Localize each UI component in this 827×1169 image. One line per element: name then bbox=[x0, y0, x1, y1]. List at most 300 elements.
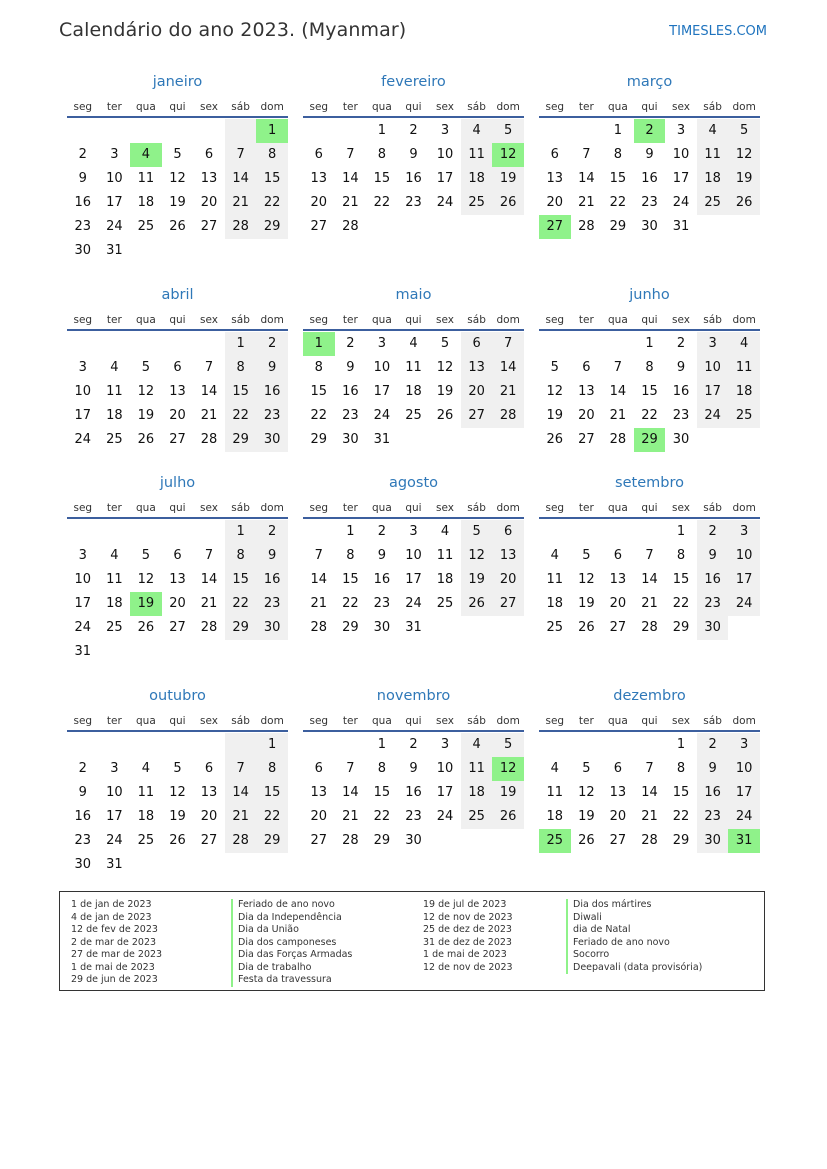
day-cell: 14 bbox=[200, 572, 218, 587]
empty-cell bbox=[130, 332, 162, 356]
month-1 bbox=[303, 73, 524, 239]
day-cell: 29 bbox=[225, 428, 257, 452]
day-cell: 10 bbox=[74, 572, 92, 587]
weekday-header bbox=[67, 499, 288, 517]
weekday-label: qui bbox=[169, 101, 186, 113]
weekday-label: seg bbox=[545, 502, 565, 514]
day-cell: 2 bbox=[256, 332, 288, 356]
day-cell: 27 bbox=[169, 620, 186, 635]
day-cell: 2 bbox=[78, 761, 87, 776]
day-cell: 17 bbox=[74, 596, 92, 611]
legend-holiday-name: Dia das Forças Armadas bbox=[231, 949, 352, 962]
day-grid bbox=[67, 331, 288, 452]
day-cell: 14 bbox=[641, 785, 658, 800]
day-cell: 4 bbox=[461, 119, 493, 143]
day-cell: 16 bbox=[256, 380, 288, 404]
day-cell: 13 bbox=[609, 785, 627, 800]
legend-date: 1 de jan de 2023 bbox=[71, 899, 152, 910]
day-cell: 25 bbox=[461, 191, 493, 215]
day-cell: 15 bbox=[256, 167, 288, 191]
day-cell: 8 bbox=[613, 147, 623, 162]
weekday-label: sáb bbox=[467, 715, 486, 727]
day-cell: 4 bbox=[461, 733, 493, 757]
day-cell: 30 bbox=[74, 243, 92, 258]
day-cell: 18 bbox=[461, 781, 493, 805]
legend-date: 2 de mar de 2023 bbox=[71, 936, 157, 948]
day-cell: 18 bbox=[546, 596, 564, 611]
day-cell: 14 bbox=[200, 384, 218, 399]
day-cell: 15 bbox=[672, 572, 690, 587]
day-cell: 9 bbox=[256, 544, 288, 568]
day-cell: 23 bbox=[405, 195, 422, 210]
legend-holiday-name: dia de Natal bbox=[566, 924, 702, 937]
day-cell: 6 bbox=[314, 147, 323, 162]
weekday-label: ter bbox=[578, 314, 594, 326]
day-cell: 1 bbox=[377, 737, 387, 752]
day-cell: 9 bbox=[697, 544, 729, 568]
day-cell: 21 bbox=[641, 809, 658, 824]
day-cell: 2 bbox=[409, 123, 418, 138]
day-cell: 4 bbox=[141, 761, 151, 776]
day-cell: 18 bbox=[137, 809, 155, 824]
empty-cell bbox=[335, 119, 367, 143]
day-cell: 18 bbox=[728, 380, 760, 404]
weekday-label: qua bbox=[608, 715, 628, 727]
weekday-label: ter bbox=[342, 715, 358, 727]
weekday-label: dom bbox=[496, 314, 520, 326]
day-cell: 24 bbox=[106, 833, 123, 848]
weekday-header bbox=[303, 98, 524, 116]
day-cell: 8 bbox=[676, 548, 686, 563]
legend-holiday-name: Dia da Independência bbox=[231, 912, 352, 925]
empty-cell bbox=[67, 520, 99, 544]
day-cell: 26 bbox=[492, 805, 524, 829]
empty-cell bbox=[571, 733, 603, 757]
legend-names-left bbox=[231, 899, 352, 987]
day-cell: 20 bbox=[492, 568, 524, 592]
weekday-label: dom bbox=[732, 101, 756, 113]
holiday-day: 12 bbox=[492, 143, 524, 167]
weekday-label: dom bbox=[260, 101, 284, 113]
day-cell: 12 bbox=[169, 785, 186, 800]
weekday-label: sex bbox=[436, 715, 455, 727]
day-cell: 5 bbox=[173, 147, 182, 162]
day-cell: 24 bbox=[405, 596, 422, 611]
day-cell: 22 bbox=[373, 809, 391, 824]
day-cell: 8 bbox=[377, 147, 387, 162]
day-cell: 16 bbox=[405, 171, 422, 186]
day-cell: 4 bbox=[550, 761, 559, 776]
weekday-label: sex bbox=[200, 101, 219, 113]
month-10 bbox=[303, 687, 524, 853]
day-cell: 26 bbox=[137, 620, 155, 635]
weekday-label: qui bbox=[641, 502, 658, 514]
day-cell: 24 bbox=[74, 432, 92, 447]
day-cell: 5 bbox=[141, 360, 151, 375]
day-cell: 22 bbox=[225, 592, 257, 616]
day-cell: 30 bbox=[641, 219, 658, 234]
legend-date: 1 de mai de 2023 bbox=[71, 961, 155, 973]
day-cell: 3 bbox=[728, 733, 760, 757]
holiday-legend bbox=[59, 891, 765, 991]
weekday-label: seg bbox=[545, 101, 565, 113]
day-cell: 19 bbox=[578, 809, 595, 824]
empty-cell bbox=[634, 733, 666, 757]
day-cell: 13 bbox=[578, 384, 595, 399]
day-cell: 2 bbox=[377, 524, 387, 539]
day-cell: 1 bbox=[645, 336, 654, 351]
day-cell: 7 bbox=[314, 548, 323, 563]
weekday-label: sex bbox=[672, 502, 691, 514]
day-cell: 11 bbox=[436, 548, 454, 563]
holiday-day: 27 bbox=[539, 215, 571, 239]
weekday-label: sex bbox=[436, 314, 455, 326]
weekday-label: dom bbox=[732, 502, 756, 514]
day-cell: 16 bbox=[256, 568, 288, 592]
day-cell: 11 bbox=[106, 384, 123, 399]
day-cell: 5 bbox=[582, 548, 591, 563]
day-cell: 1 bbox=[225, 520, 257, 544]
day-cell: 3 bbox=[110, 147, 119, 162]
weekday-label: qui bbox=[169, 715, 186, 727]
holiday-day: 1 bbox=[256, 119, 288, 143]
empty-cell bbox=[571, 332, 603, 356]
day-cell: 21 bbox=[310, 596, 328, 611]
day-cell: 16 bbox=[672, 384, 690, 399]
weekday-label: qua bbox=[608, 101, 628, 113]
day-cell: 12 bbox=[578, 785, 595, 800]
weekday-label: sex bbox=[672, 715, 691, 727]
empty-cell bbox=[67, 119, 99, 143]
empty-cell bbox=[193, 520, 225, 544]
day-cell: 15 bbox=[225, 568, 257, 592]
day-cell: 3 bbox=[676, 123, 686, 138]
day-cell: 2 bbox=[78, 147, 87, 162]
legend-holiday-name: Dia da União bbox=[231, 924, 352, 937]
day-cell: 28 bbox=[200, 620, 218, 635]
day-cell: 13 bbox=[200, 785, 218, 800]
day-cell: 6 bbox=[582, 360, 591, 375]
day-cell: 9 bbox=[409, 147, 418, 162]
weekday-label: dom bbox=[260, 715, 284, 727]
empty-cell bbox=[225, 119, 257, 143]
weekday-label: sáb bbox=[703, 502, 722, 514]
day-cell: 14 bbox=[609, 384, 627, 399]
day-grid bbox=[303, 519, 524, 640]
day-cell: 20 bbox=[609, 809, 627, 824]
day-cell: 4 bbox=[550, 548, 559, 563]
day-cell: 15 bbox=[672, 785, 690, 800]
legend-date: 4 de jan de 2023 bbox=[71, 911, 152, 923]
day-cell: 28 bbox=[492, 404, 524, 428]
day-cell: 10 bbox=[436, 147, 454, 162]
weekday-label: qui bbox=[405, 101, 422, 113]
day-cell: 16 bbox=[74, 195, 92, 210]
weekday-label: qui bbox=[405, 502, 422, 514]
day-cell: 21 bbox=[641, 596, 658, 611]
day-cell: 28 bbox=[609, 432, 627, 447]
day-cell: 7 bbox=[492, 332, 524, 356]
day-cell: 13 bbox=[546, 171, 564, 186]
day-cell: 25 bbox=[728, 404, 760, 428]
day-cell: 25 bbox=[137, 833, 155, 848]
weekday-label: sáb bbox=[467, 101, 486, 113]
day-cell: 7 bbox=[582, 147, 591, 162]
weekday-label: dom bbox=[732, 715, 756, 727]
empty-cell bbox=[162, 520, 194, 544]
legend-names-right bbox=[566, 899, 702, 974]
empty-cell bbox=[130, 119, 162, 143]
day-cell: 22 bbox=[342, 596, 359, 611]
weekday-label: ter bbox=[342, 314, 358, 326]
weekday-header bbox=[539, 712, 760, 730]
day-cell: 3 bbox=[697, 332, 729, 356]
day-cell: 22 bbox=[225, 404, 257, 428]
brand-link[interactable]: TIMESLES.COM bbox=[669, 24, 767, 39]
day-cell: 22 bbox=[310, 408, 328, 423]
day-cell: 10 bbox=[728, 544, 760, 568]
weekday-label: seg bbox=[73, 101, 93, 113]
day-cell: 27 bbox=[200, 833, 218, 848]
day-cell: 31 bbox=[106, 243, 123, 258]
day-cell: 24 bbox=[373, 408, 391, 423]
day-cell: 12 bbox=[137, 572, 155, 587]
empty-cell bbox=[303, 520, 335, 544]
day-cell: 23 bbox=[373, 596, 391, 611]
day-cell: 30 bbox=[373, 620, 391, 635]
day-cell: 20 bbox=[169, 596, 186, 611]
day-cell: 21 bbox=[342, 195, 359, 210]
day-cell: 11 bbox=[546, 572, 564, 587]
day-cell: 6 bbox=[550, 147, 559, 162]
day-cell: 15 bbox=[373, 171, 391, 186]
day-cell: 10 bbox=[697, 356, 729, 380]
weekday-label: qui bbox=[641, 314, 658, 326]
day-cell: 8 bbox=[225, 356, 257, 380]
month-name: setembro bbox=[615, 475, 684, 491]
day-cell: 18 bbox=[137, 195, 155, 210]
day-cell: 19 bbox=[546, 408, 564, 423]
day-cell: 8 bbox=[346, 548, 355, 563]
day-cell: 18 bbox=[106, 596, 123, 611]
legend-dates-left bbox=[71, 899, 162, 987]
day-cell: 21 bbox=[342, 809, 359, 824]
day-grid bbox=[303, 331, 524, 452]
empty-cell bbox=[130, 520, 162, 544]
legend-holiday-name: Dia de trabalho bbox=[231, 962, 352, 975]
day-cell: 6 bbox=[461, 332, 493, 356]
day-grid bbox=[539, 732, 760, 853]
day-cell: 8 bbox=[645, 360, 654, 375]
weekday-label: qua bbox=[372, 101, 392, 113]
day-cell: 17 bbox=[436, 785, 454, 800]
day-cell: 9 bbox=[676, 360, 686, 375]
legend-holiday-name: Dia dos mártires bbox=[566, 899, 702, 912]
day-cell: 7 bbox=[204, 360, 214, 375]
day-cell: 30 bbox=[405, 833, 422, 848]
day-cell: 31 bbox=[106, 857, 123, 872]
day-cell: 12 bbox=[137, 384, 155, 399]
day-cell: 5 bbox=[550, 360, 559, 375]
day-cell: 20 bbox=[546, 195, 564, 210]
day-cell: 1 bbox=[256, 733, 288, 757]
day-cell: 17 bbox=[74, 408, 92, 423]
weekday-header bbox=[539, 98, 760, 116]
month-name: maio bbox=[395, 287, 432, 303]
weekday-label: ter bbox=[578, 502, 594, 514]
empty-cell bbox=[539, 332, 571, 356]
weekday-label: qua bbox=[136, 314, 156, 326]
empty-cell bbox=[539, 520, 571, 544]
day-cell: 24 bbox=[74, 620, 92, 635]
empty-cell bbox=[225, 733, 257, 757]
day-cell: 28 bbox=[342, 833, 359, 848]
day-cell: 12 bbox=[546, 384, 564, 399]
day-cell: 30 bbox=[256, 428, 288, 452]
day-cell: 30 bbox=[256, 616, 288, 640]
weekday-label: sex bbox=[436, 502, 455, 514]
day-cell: 18 bbox=[106, 408, 123, 423]
day-cell: 6 bbox=[173, 360, 182, 375]
day-cell: 14 bbox=[492, 356, 524, 380]
day-cell: 15 bbox=[373, 785, 391, 800]
day-cell: 14 bbox=[578, 171, 595, 186]
day-cell: 13 bbox=[310, 785, 328, 800]
day-cell: 10 bbox=[672, 147, 690, 162]
day-cell: 23 bbox=[405, 809, 422, 824]
day-cell: 29 bbox=[310, 432, 328, 447]
legend-date: 19 de jul de 2023 bbox=[423, 899, 507, 910]
empty-cell bbox=[634, 520, 666, 544]
day-cell: 21 bbox=[609, 408, 627, 423]
day-cell: 22 bbox=[672, 596, 690, 611]
day-cell: 1 bbox=[225, 332, 257, 356]
day-cell: 6 bbox=[613, 761, 623, 776]
weekday-label: seg bbox=[545, 715, 565, 727]
day-cell: 10 bbox=[436, 761, 454, 776]
weekday-label: ter bbox=[578, 101, 594, 113]
day-cell: 15 bbox=[342, 572, 359, 587]
weekday-header bbox=[303, 712, 524, 730]
day-cell: 13 bbox=[609, 572, 627, 587]
day-cell: 29 bbox=[256, 215, 288, 239]
day-cell: 6 bbox=[492, 520, 524, 544]
day-cell: 9 bbox=[697, 757, 729, 781]
day-cell: 3 bbox=[110, 761, 119, 776]
legend-date: 12 de nov de 2023 bbox=[423, 961, 513, 973]
weekday-label: qua bbox=[608, 502, 628, 514]
day-cell: 29 bbox=[342, 620, 359, 635]
day-cell: 30 bbox=[342, 432, 359, 447]
weekday-label: qua bbox=[136, 502, 156, 514]
weekday-label: seg bbox=[73, 314, 93, 326]
weekday-label: sáb bbox=[467, 314, 486, 326]
weekday-label: seg bbox=[545, 314, 565, 326]
day-cell: 10 bbox=[106, 785, 123, 800]
day-cell: 23 bbox=[697, 805, 729, 829]
day-cell: 17 bbox=[106, 809, 123, 824]
weekday-label: sex bbox=[200, 314, 219, 326]
day-cell: 24 bbox=[728, 805, 760, 829]
empty-cell bbox=[303, 733, 335, 757]
day-cell: 28 bbox=[641, 620, 658, 635]
legend-holiday-name: Feriado de ano novo bbox=[231, 899, 352, 912]
holiday-day: 1 bbox=[303, 332, 335, 356]
day-cell: 5 bbox=[492, 119, 524, 143]
day-cell: 22 bbox=[609, 195, 627, 210]
month-2 bbox=[539, 73, 760, 239]
day-cell: 7 bbox=[225, 143, 257, 167]
day-cell: 2 bbox=[346, 336, 355, 351]
day-cell: 26 bbox=[546, 432, 564, 447]
day-cell: 4 bbox=[409, 336, 418, 351]
day-cell: 23 bbox=[74, 833, 92, 848]
day-cell: 17 bbox=[672, 171, 690, 186]
empty-cell bbox=[539, 733, 571, 757]
weekday-label: qua bbox=[136, 715, 156, 727]
day-cell: 27 bbox=[310, 833, 328, 848]
day-cell: 28 bbox=[200, 432, 218, 447]
day-cell: 24 bbox=[697, 404, 729, 428]
weekday-label: sáb bbox=[231, 502, 250, 514]
day-cell: 21 bbox=[200, 596, 218, 611]
day-cell: 29 bbox=[672, 620, 690, 635]
day-cell: 13 bbox=[492, 544, 524, 568]
day-cell: 31 bbox=[405, 620, 422, 635]
legend-date: 1 de mai de 2023 bbox=[423, 949, 507, 960]
day-cell: 4 bbox=[440, 524, 450, 539]
holiday-day: 12 bbox=[492, 757, 524, 781]
weekday-label: qua bbox=[136, 101, 156, 113]
day-cell: 8 bbox=[256, 143, 288, 167]
weekday-label: sex bbox=[672, 314, 691, 326]
day-cell: 15 bbox=[609, 171, 627, 186]
weekday-label: sáb bbox=[703, 715, 722, 727]
day-cell: 17 bbox=[106, 195, 123, 210]
day-cell: 2 bbox=[697, 733, 729, 757]
day-cell: 8 bbox=[256, 757, 288, 781]
day-cell: 19 bbox=[492, 781, 524, 805]
day-cell: 11 bbox=[461, 143, 493, 167]
day-cell: 6 bbox=[173, 548, 182, 563]
day-cell: 26 bbox=[492, 191, 524, 215]
day-cell: 23 bbox=[342, 408, 359, 423]
day-cell: 27 bbox=[310, 219, 328, 234]
month-9 bbox=[67, 687, 288, 877]
day-cell: 11 bbox=[461, 757, 493, 781]
day-cell: 19 bbox=[169, 809, 186, 824]
day-cell: 7 bbox=[346, 761, 355, 776]
day-cell: 26 bbox=[137, 432, 155, 447]
day-cell: 9 bbox=[256, 356, 288, 380]
day-cell: 16 bbox=[373, 572, 391, 587]
day-cell: 28 bbox=[342, 219, 359, 234]
day-cell: 30 bbox=[74, 857, 92, 872]
weekday-label: qua bbox=[372, 502, 392, 514]
weekday-header bbox=[303, 311, 524, 329]
weekday-label: ter bbox=[578, 715, 594, 727]
day-cell: 6 bbox=[204, 147, 214, 162]
day-cell: 11 bbox=[137, 785, 155, 800]
month-3 bbox=[67, 286, 288, 452]
day-cell: 2 bbox=[409, 737, 418, 752]
day-cell: 27 bbox=[169, 432, 186, 447]
weekday-label: qui bbox=[405, 314, 422, 326]
weekday-label: seg bbox=[309, 101, 329, 113]
day-cell: 5 bbox=[173, 761, 182, 776]
day-cell: 27 bbox=[492, 592, 524, 616]
day-cell: 24 bbox=[436, 809, 454, 824]
